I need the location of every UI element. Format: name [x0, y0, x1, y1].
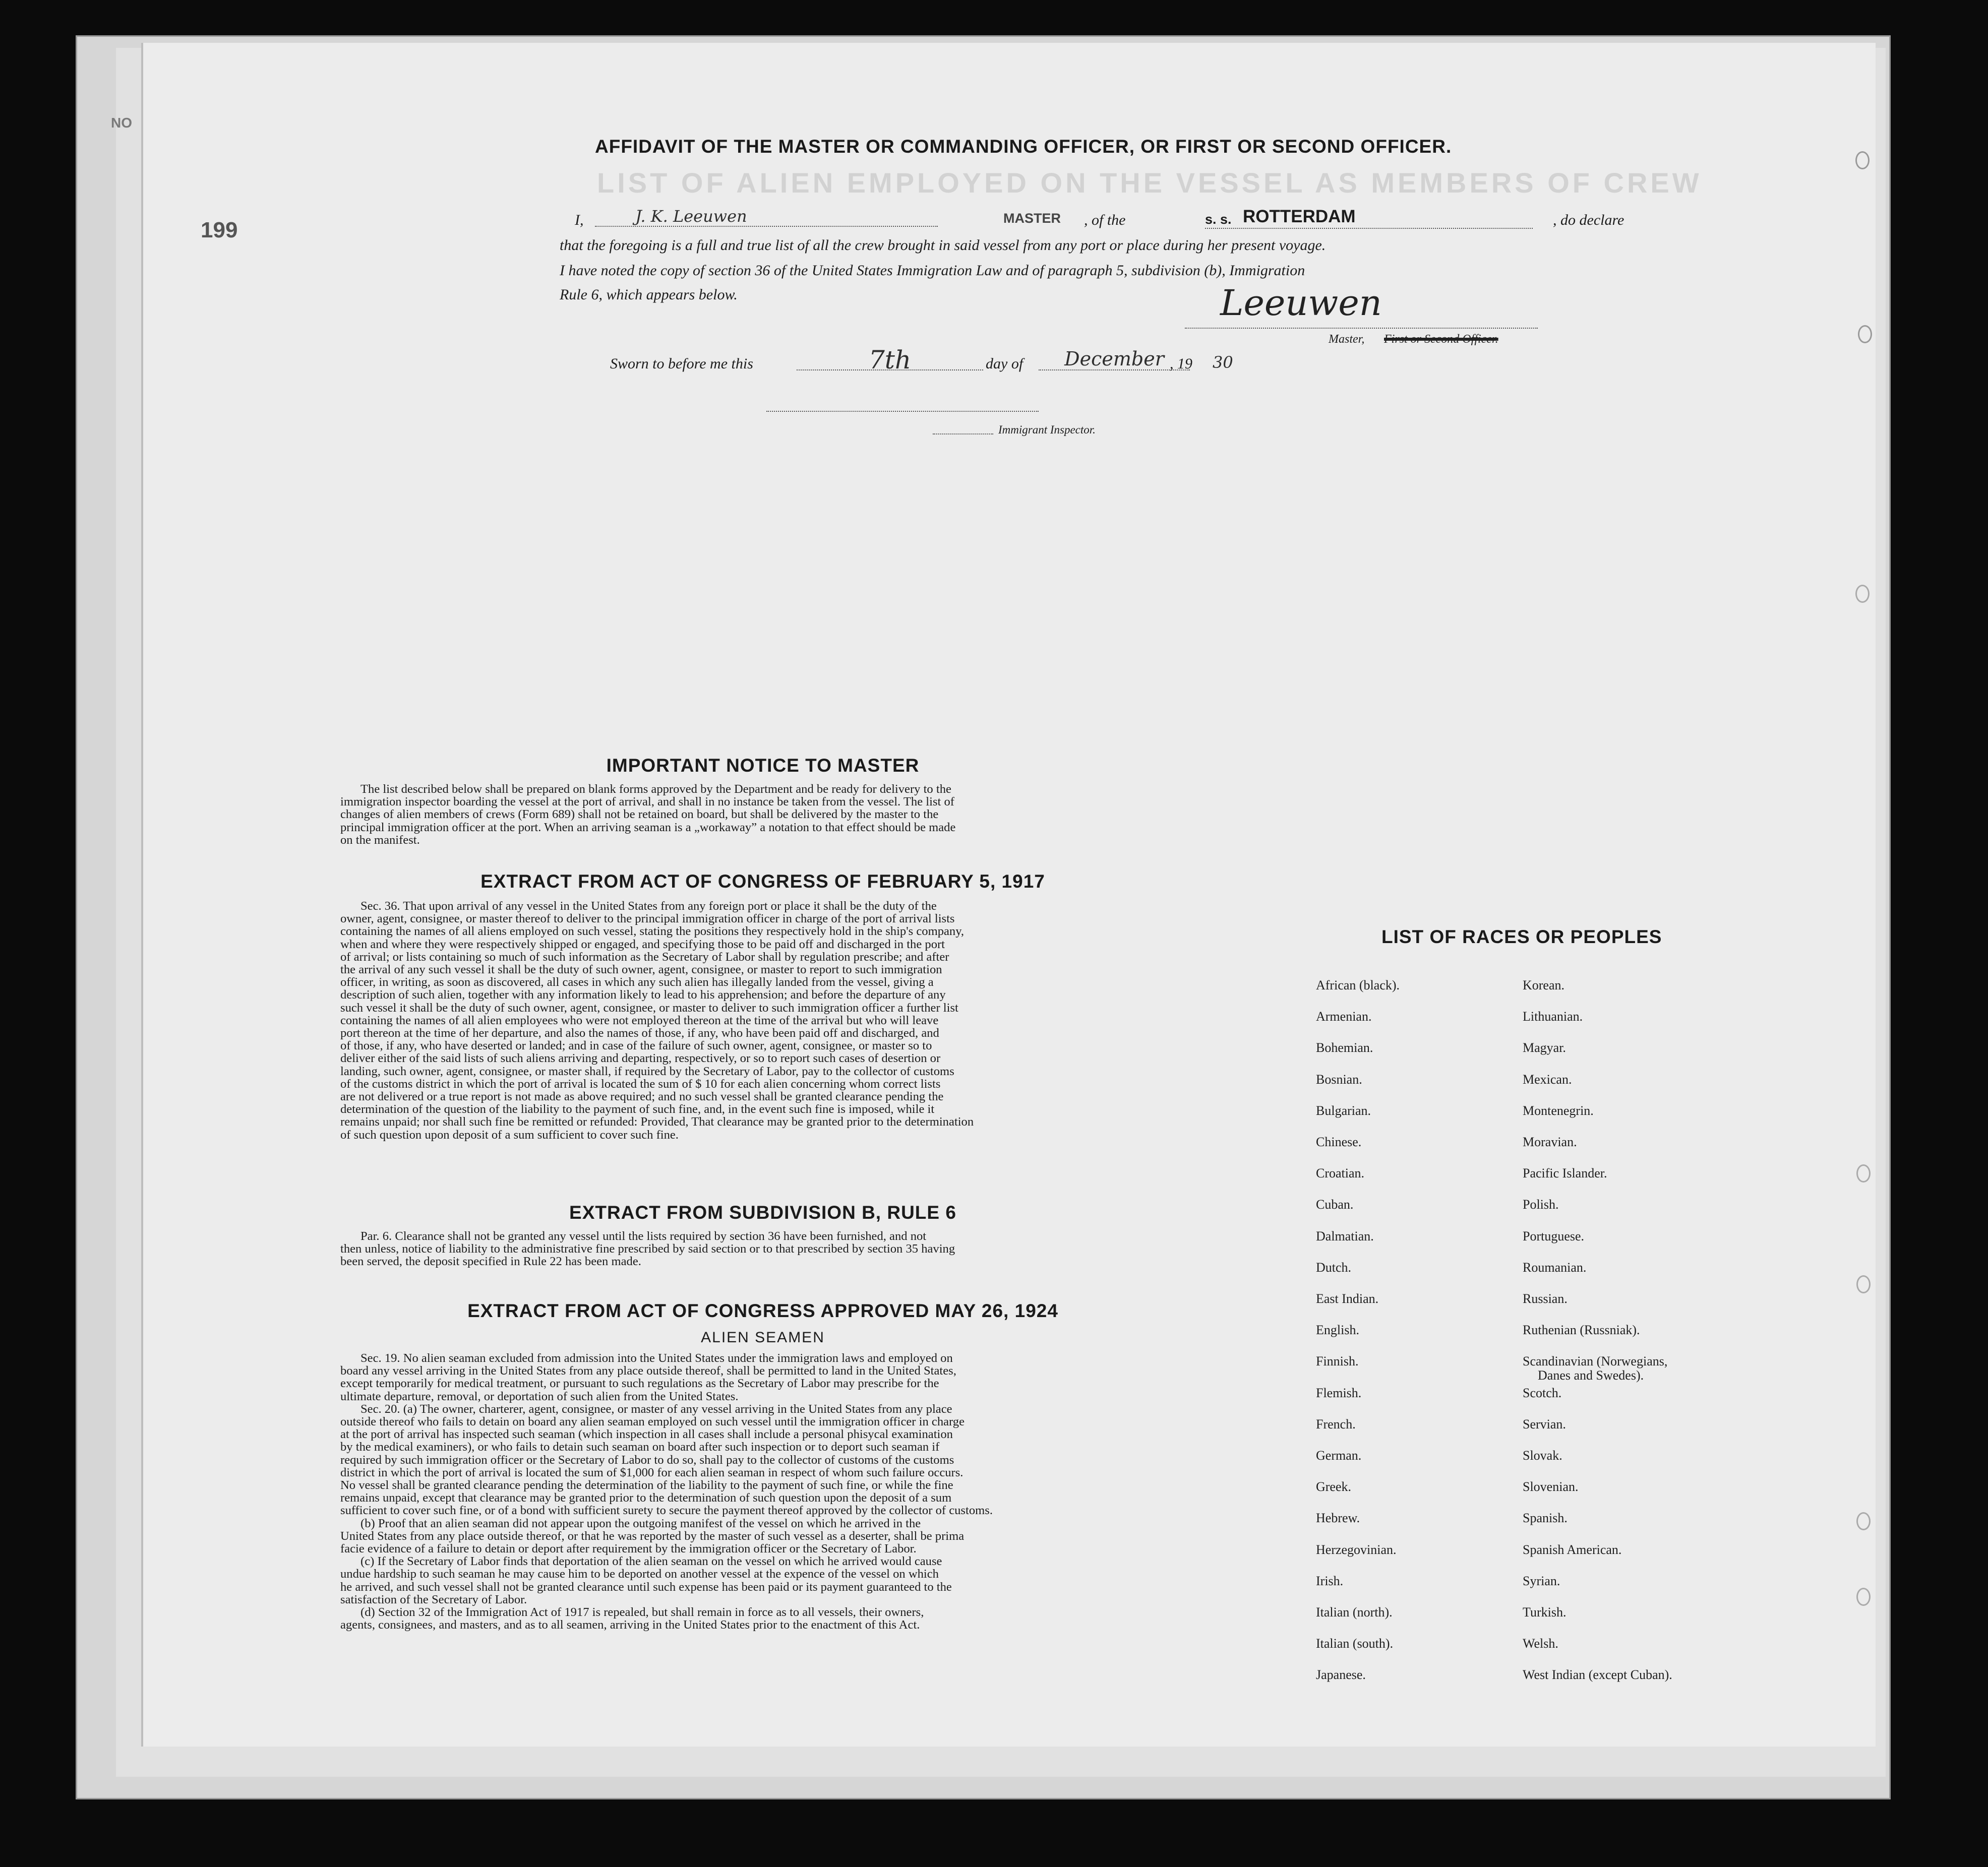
- punch-hole: [1855, 585, 1870, 603]
- extract-1924-text: [340, 1352, 1180, 1631]
- extract-line: ultimate departure, removal, or deportation of such alien from the United States.: [340, 1389, 739, 1403]
- extract-line: Par. 6. Clearance shall not be granted any vessel until the lists required by section 36 have been furnished, and not: [360, 1229, 927, 1243]
- master-name-field: J. K. Leeuwen: [595, 207, 938, 227]
- races-title: LIST OF RACES OR PEOPLES: [1381, 926, 1662, 947]
- punch-hole: [1856, 1588, 1871, 1606]
- vessel-prefix: s. s.: [1205, 212, 1232, 227]
- punch-hole: [1856, 1164, 1871, 1183]
- affidavit-line-4: Rule 6, which appears below.: [560, 286, 738, 303]
- race-item: Roumanian.: [1523, 1260, 1587, 1275]
- extract-1917-text: [340, 900, 1180, 1141]
- race-item: Dalmatian.: [1316, 1228, 1374, 1243]
- race-item: Slovenian.: [1523, 1479, 1579, 1495]
- extract-line: such vessel it shall be the duty of such owner, agent, consignee, or master to deliver to such immigration officer a further list: [340, 1001, 958, 1015]
- extract-line: (d) Section 32 of the Immigration Act of 1917 is repealed, but shall remain in force as to all vessels, their owners,: [360, 1605, 924, 1620]
- extract-line: port thereon at the time of her departure, and also the names of those, if any, who have been paid off and discharged, and: [340, 1026, 939, 1040]
- extract-line: at the port of arrival has inspected such seaman (which inspection in all cases shall include a personal phisycal examination: [340, 1427, 953, 1442]
- inspector-signature-line: [766, 411, 1039, 412]
- extract-rule6-title: EXTRACT FROM SUBDIVISION B, RULE 6: [569, 1202, 956, 1223]
- punch-hole: [1858, 325, 1872, 343]
- race-item: Montenegrin.: [1523, 1103, 1594, 1118]
- extract-line: of those, if any, who have deserted or landed; and in case of the failure of such owner, agent, consignee, or master so to: [340, 1039, 932, 1053]
- notice-line: principal immigration officer at the port. When an arriving seaman is a „workaway” a notation to that effect should be made: [340, 820, 956, 834]
- race-item: Irish.: [1316, 1573, 1344, 1588]
- extract-line: satisfaction of the Secretary of Labor.: [340, 1592, 527, 1606]
- race-item: Spanish.: [1523, 1511, 1568, 1526]
- race-item: Scandinavian (Norwegians,: [1523, 1354, 1668, 1369]
- extract-line: district in which the port of arrival is located the sum of $1,000 for each alien seaman in respect of whom such failure occurs.: [340, 1465, 963, 1479]
- race-item: Turkish.: [1523, 1605, 1567, 1620]
- extract-line: containing the names of all alien employees who were not employed thereon at the time of the arrival but who will leave: [340, 1013, 939, 1027]
- extract-line: of arrival; or lists containing so much of such information as the Secretary of Labor shall by regulation prescribe; and after: [340, 950, 949, 964]
- extract-line: determination of the question of the liability to the payment of such fine, and, in the event such fine is imposed, while it: [340, 1102, 935, 1116]
- race-item: Spanish American.: [1523, 1542, 1622, 1557]
- extract-line: Sec. 19. No alien seaman excluded from admission into the United States under the immigration laws and employed on: [360, 1351, 953, 1365]
- race-item: Japanese.: [1316, 1667, 1366, 1683]
- extract-line: are not delivered or a true report is not made as above required; and no such vessel shall be granted clearance pending the: [340, 1090, 944, 1104]
- extract-line: (b) Proof that an alien seaman did not appear upon the outgoing manifest of the vessel on which he arrived in the: [360, 1516, 921, 1530]
- notice-line: immigration inspector boarding the vessel at the port of arrival, and shall in no instance be taken from the vessel. The list of: [340, 795, 954, 809]
- notice-title: IMPORTANT NOTICE TO MASTER: [606, 755, 920, 776]
- extract-line: No vessel shall be granted clearance pending the determination of the liability to the payment of such fine, or while the fine: [340, 1478, 953, 1492]
- day-of-text: day of: [986, 355, 1023, 372]
- extract-line: description of such alien, together with any information likely to lead to his apprehension; and before the departure of any: [340, 988, 946, 1002]
- extract-line: of such question upon deposit of a sum sufficient to cover such fine.: [340, 1128, 679, 1142]
- punch-hole: [1856, 1275, 1871, 1293]
- inspector-caption: Immigrant Inspector.: [998, 423, 1096, 436]
- race-item: Mexican.: [1523, 1072, 1572, 1087]
- signature-caption: Master,: [1329, 333, 1365, 346]
- race-item: Cuban.: [1316, 1197, 1354, 1212]
- extract-line: United States from any place outside thereof, or that he was reported by the master of such vessel as a deserter, shall be prima: [340, 1529, 965, 1543]
- race-item: English.: [1316, 1323, 1359, 1338]
- vessel-underline: [1205, 228, 1533, 229]
- extract-line: been served, the deposit specified in Rule 22 has been made.: [340, 1255, 641, 1269]
- race-item: Pacific Islander.: [1523, 1166, 1607, 1181]
- extract-line: board any vessel arriving in the United States from any place outside thereof, shall be permitted to land in the United States,: [340, 1364, 956, 1378]
- inspector-underline: [933, 433, 993, 434]
- race-item: East Indian.: [1316, 1291, 1379, 1306]
- race-item: Flemish.: [1316, 1385, 1362, 1400]
- master-signature: Leeuwen: [1220, 282, 1382, 324]
- extract-line: he arrived, and such vessel shall not be granted clearance until such expense has been paid or its payment guaranteed to the: [340, 1580, 952, 1594]
- extract-line: required by such immigration officer or the Secretary of Labor to do so, shall pay to the collector of customs of the customs: [340, 1453, 954, 1467]
- race-item: Polish.: [1523, 1197, 1559, 1212]
- position-field: MASTER: [1003, 211, 1061, 226]
- race-item: Russian.: [1523, 1291, 1568, 1306]
- extract-line: facie evidence of a failure to detain or deport after requirement by the immigration officer or the Secretary of Labor.: [340, 1542, 917, 1556]
- race-item: German.: [1316, 1448, 1362, 1463]
- race-item: Italian (north).: [1316, 1605, 1393, 1620]
- race-item: Italian (south).: [1316, 1636, 1394, 1651]
- year-prefix: , 19: [1170, 355, 1192, 372]
- affidavit-prefix: I,: [575, 212, 584, 228]
- race-item-continuation: Danes and Swedes).: [1538, 1368, 1644, 1383]
- extract-rule6-text: [340, 1230, 1180, 1268]
- extract-line: remains unpaid; nor shall such fine be remitted or refunded: Provided, That clearance may be granted prior to the determination: [340, 1115, 974, 1129]
- race-item: Magyar.: [1523, 1040, 1566, 1055]
- sworn-prefix: Sworn to before me this: [610, 355, 753, 372]
- race-item: African (black).: [1316, 978, 1400, 992]
- sheet-number: 199: [201, 218, 238, 242]
- year-suffix: 30: [1213, 353, 1233, 372]
- extract-line: then unless, notice of liability to the administrative fine prescribed by said section or to that prescribed by section 35 having: [340, 1242, 955, 1256]
- extract-line: deliver either of the said lists of such aliens arriving and departing, respectively, or so to report such cases of desertion or: [340, 1051, 941, 1066]
- notice-line: The list described below shall be prepared on blank forms approved by the Department and be ready for delivery to the: [360, 782, 951, 796]
- do-declare-text: , do declare: [1553, 212, 1624, 228]
- race-item: Bulgarian.: [1316, 1103, 1371, 1118]
- extract-line: officer, in writing, as soon as discovered, all cases in which any such alien has illegally landed from the vessel, giving a: [340, 975, 934, 989]
- of-the-text: , of the: [1084, 212, 1126, 228]
- affidavit-line-3: I have noted the copy of section 36 of the United States Immigration Law and of paragraph 5, subdivision (b), Immigration: [560, 262, 1305, 279]
- punch-hole: [1855, 151, 1870, 169]
- race-item: Finnish.: [1316, 1354, 1359, 1369]
- notice-line: on the manifest.: [340, 833, 420, 847]
- race-item: Slovak.: [1523, 1448, 1562, 1463]
- extract-line: containing the names of all aliens employed on such vessel, stating the positions they respectively hold in the ship's company,: [340, 924, 965, 939]
- extract-1917-title: EXTRACT FROM ACT OF CONGRESS OF FEBRUARY 5, 1917: [480, 871, 1045, 892]
- notice-text: [340, 783, 1180, 846]
- sworn-day: 7th: [797, 345, 983, 370]
- race-item: Herzegovinian.: [1316, 1542, 1397, 1557]
- race-item: Scotch.: [1523, 1385, 1562, 1400]
- signature-line: [1185, 328, 1538, 329]
- extract-line: Sec. 20. (a) The owner, charterer, agent, consignee, or master of any vessel arriving in the United States from any place: [360, 1402, 952, 1416]
- extract-line: agents, consignees, and masters, and as to all seamen, arriving in the United States prior to the enactment of this Act.: [340, 1618, 920, 1632]
- extract-line: outside thereof who fails to detain on board any alien seaman employed on such vessel until the immigration officer in charge: [340, 1415, 965, 1429]
- race-item: French.: [1316, 1416, 1356, 1432]
- race-item: Lithuanian.: [1523, 1009, 1583, 1024]
- punch-hole: [1856, 1512, 1871, 1530]
- vessel-name: ROTTERDAM: [1243, 207, 1356, 226]
- extract-line: by the medical examiners), or who fails to detain such seaman on board after such inspection or to deport such seaman if: [340, 1440, 940, 1454]
- race-item: Croatian.: [1316, 1166, 1365, 1181]
- race-item: Greek.: [1316, 1479, 1352, 1495]
- race-item: Servian.: [1523, 1416, 1566, 1432]
- race-item: Syrian.: [1523, 1573, 1560, 1588]
- race-item: Welsh.: [1523, 1636, 1558, 1651]
- extract-line: remains unpaid, except that clearance may be granted prior to the determination of such question upon the deposit of a sum: [340, 1491, 952, 1505]
- sworn-month: December: [1039, 348, 1190, 370]
- race-item: Armenian.: [1316, 1009, 1372, 1024]
- race-item: Bohemian.: [1316, 1040, 1373, 1055]
- extract-line: the arrival of any such vessel it shall be the duty of such owner, agent, consignee, or master to report to such immigration: [340, 963, 942, 977]
- extract-line: owner, agent, consignee, or master thereof to deliver to the principal immigration officer in charge of the port of arrival lists: [340, 912, 955, 926]
- race-item: Chinese.: [1316, 1135, 1362, 1149]
- race-item: Korean.: [1523, 978, 1565, 992]
- affidavit-title: AFFIDAVIT OF THE MASTER OR COMMANDING OFFICER, OR FIRST OR SECOND OFFICER.: [595, 136, 1452, 157]
- affidavit-line-2: that the foregoing is a full and true list of all the crew brought in said vessel from any port or place during her present voyage.: [560, 237, 1326, 254]
- race-item: Hebrew.: [1316, 1511, 1360, 1526]
- extract-line: when and where they were respectively shipped or engaged, and specifying those to be paid off and discharged in the port: [340, 937, 945, 951]
- race-item: Portuguese.: [1523, 1228, 1585, 1243]
- margin-no-label: NO: [111, 115, 132, 131]
- race-item: West Indian (except Cuban).: [1523, 1667, 1672, 1683]
- extract-line: except temporarily for medical treatment, or pursuant to such regulations as the Secretary of Labor may prescribe for the: [340, 1377, 939, 1391]
- extract-1924-title: EXTRACT FROM ACT OF CONGRESS APPROVED MAY 26, 1924: [467, 1300, 1058, 1321]
- extract-line: undue hardship to such seaman he may cause him to be deported on another vessel at the expence of the vessel on which: [340, 1567, 939, 1581]
- bleed-through-heading: LIST OF ALIEN EMPLOYED ON THE VESSEL AS MEMBERS OF CREW: [597, 167, 1702, 199]
- struck-officer-text: First or Second Officer.: [1384, 333, 1498, 346]
- race-item: Dutch.: [1316, 1260, 1352, 1275]
- extract-line: Sec. 36. That upon arrival of any vessel in the United States from any foreign port or place it shall be the duty of the: [360, 899, 937, 913]
- notice-line: changes of alien members of crews (Form 689) shall not be retained on board, but shall be delivered by the master to the: [340, 807, 939, 822]
- race-item: Moravian.: [1523, 1135, 1577, 1149]
- race-item: Bosnian.: [1316, 1072, 1362, 1087]
- extract-line: sufficient to cover such fine, or of a bond with sufficient surety to secure the payment thereof approved by the collector of customs.: [340, 1504, 993, 1518]
- alien-seamen-subtitle: ALIEN SEAMEN: [701, 1329, 825, 1346]
- race-item: Ruthenian (Russniak).: [1523, 1323, 1640, 1338]
- extract-line: landing, such owner, agent, consignee, or master shall, if required by the Secretary of Labor, pay to the collector of customs: [340, 1064, 954, 1078]
- extract-line: of the customs district in which the port of arrival is located the sum of $ 10 for each alien concerning whom correct lists: [340, 1077, 941, 1091]
- extract-line: (c) If the Secretary of Labor finds that deportation of the alien seaman on the vessel on which he arrived would cause: [360, 1554, 942, 1569]
